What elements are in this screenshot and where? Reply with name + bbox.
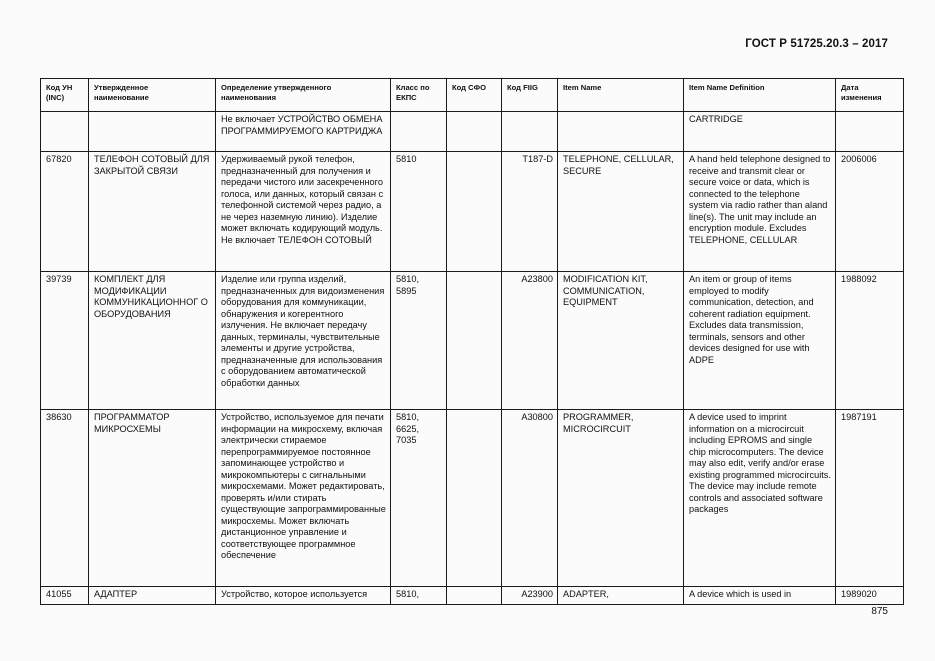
cell-code-un: [41, 112, 89, 152]
header-approved-name: Утвержденное наименование: [89, 79, 216, 112]
cell-item-name-definition: CARTRIDGE: [684, 112, 836, 152]
cell-code-fiig: [502, 112, 558, 152]
document-header: ГОСТ Р 51725.20.3 – 2017: [745, 38, 888, 50]
cell-change-date: 2006006: [836, 152, 904, 272]
cell-definition: Удерживаемый рукой телефон, предназначенный для получения и передачи чистого или засекреченного голоса, или данных, который связан с телефонной системой через радио, а не через наземную линию). Изделие может включать кодирующий модуль. Не включает ТЕЛЕФОН СОТОВЫЙ: [216, 152, 391, 272]
cell-code-sfo: [447, 410, 502, 587]
cell-ekps-class: 5810, 5895: [391, 272, 447, 410]
cell-code-un: 39739: [41, 272, 89, 410]
cell-code-un: 38630: [41, 410, 89, 587]
cell-item-name-definition: A device which is used in: [684, 587, 836, 605]
header-code-sfo: Код СФО: [447, 79, 502, 112]
cell-code-fiig: A23900: [502, 587, 558, 605]
cell-approved-name: АДАПТЕР: [89, 587, 216, 605]
page-number: 875: [871, 606, 888, 617]
table-row: [41, 112, 904, 152]
cell-code-un: 67820: [41, 152, 89, 272]
cell-code-sfo: [447, 152, 502, 272]
cell-ekps-class: 5810: [391, 152, 447, 272]
cell-change-date: [836, 112, 904, 152]
header-definition: Определение утвержденного наименования: [216, 79, 391, 112]
table-row: [41, 272, 904, 410]
cell-code-sfo: [447, 272, 502, 410]
cell-definition: Не включает УСТРОЙСТВО ОБМЕНА ПРОГРАММИРУЕМОГО КАРТРИДЖА: [216, 112, 391, 152]
cell-approved-name: [89, 112, 216, 152]
cell-item-name: ADAPTER,: [558, 587, 684, 605]
cell-definition: Устройство, которое используется: [216, 587, 391, 605]
table-row: [41, 410, 904, 587]
cell-change-date: 1988092: [836, 272, 904, 410]
cell-approved-name: ПРОГРАММАТОР МИКРОСХЕМЫ: [89, 410, 216, 587]
cell-code-fiig: A23800: [502, 272, 558, 410]
cell-item-name: PROGRAMMER, MICROCIRCUIT: [558, 410, 684, 587]
table-row: [41, 587, 904, 605]
nomenclature-table: [40, 78, 904, 605]
cell-code-sfo: [447, 112, 502, 152]
cell-code-sfo: [447, 587, 502, 605]
cell-item-name: [558, 112, 684, 152]
header-code-fiig: Код FIIG: [502, 79, 558, 112]
cell-approved-name: ТЕЛЕФОН СОТОВЫЙ ДЛЯ ЗАКРЫТОЙ СВЯЗИ: [89, 152, 216, 272]
cell-code-fiig: T187-D: [502, 152, 558, 272]
cell-ekps-class: 5810, 6625, 7035: [391, 410, 447, 587]
cell-approved-name: КОМПЛЕКТ ДЛЯ МОДИФИКАЦИИ КОММУНИКАЦИОННОГ О ОБОРУДОВАНИЯ: [89, 272, 216, 410]
header-change-date: Дата изменения: [836, 79, 904, 112]
cell-code-fiig: A30800: [502, 410, 558, 587]
table-row: [41, 152, 904, 272]
cell-ekps-class: [391, 112, 447, 152]
header-code-un: Код УН (INC): [41, 79, 89, 112]
table-header-row: [41, 79, 904, 112]
cell-item-name: TELEPHONE, CELLULAR, SECURE: [558, 152, 684, 272]
cell-change-date: 1989020: [836, 587, 904, 605]
cell-definition: Изделие или группа изделий, предназначенных для видоизменения оборудования для коммуникации, обнаружения и когерентного излучения. Не включает передачу данных, терминалы, чувствительные элементы и другие устройства, предназначенные для использования с оборудованием автоматической обработки данных: [216, 272, 391, 410]
cell-item-name: MODIFICATION KIT, COMMUNICATION, EQUIPMENT: [558, 272, 684, 410]
cell-item-name-definition: A device used to imprint information on a microcircuit including EPROMS and single chip microcomputers. The device may also edit, verify and/or erase existing programmed microcircuits. The device may include remote controls and associated software packages: [684, 410, 836, 587]
cell-ekps-class: 5810,: [391, 587, 447, 605]
header-item-name: Item Name: [558, 79, 684, 112]
header-item-name-definition: Item Name Definition: [684, 79, 836, 112]
cell-code-un: 41055: [41, 587, 89, 605]
cell-item-name-definition: An item or group of items employed to modify communication, detection, and coherent radiation equipment. Excludes data transmission, terminals, sensors and other devices designed for use with ADPE: [684, 272, 836, 410]
cell-change-date: 1987191: [836, 410, 904, 587]
cell-item-name-definition: A hand held telephone designed to receive and transmit clear or secure voice or data, which is connected to the telephone system via radio rather than aland line(s). The unit may include an encryption module. Excludes TELEPHONE, CELLULAR: [684, 152, 836, 272]
cell-definition: Устройство, используемое для печати информации на микросхему, включая электрически стираемое перепрограммируемое постоянное запоминающее устройство и микрокомпьютеры с сигнальными микросхемами. Может редактировать, проверять и/или стирать существующие запрограммированные микросхемы. Может включать дистанционное управление и соответствующее программное обеспечение: [216, 410, 391, 587]
header-ekps-class: Класс по ЕКПС: [391, 79, 447, 112]
